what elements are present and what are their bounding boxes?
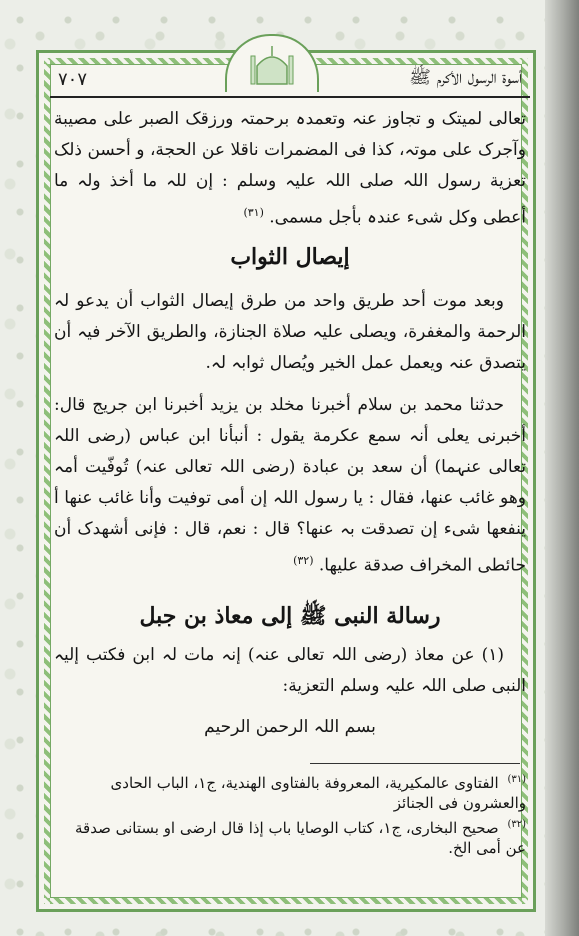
page-header bbox=[50, 66, 530, 92]
paragraph-4: (١) عن معاذ (رضی اللہ تعالی عنہ) إنہ مات لہ ابن فکتب إلیہ النبی صلی اللہ علیہ وسلم التعزیة: bbox=[54, 645, 526, 696]
footnote-ref-32: (٣٢) bbox=[293, 554, 314, 567]
paragraph-2: وبعد موت أحد طریق واحد من طرق إیصال الثواب أن یدعو لہ الرحمة والمغفرة، ویصلی علیہ صلاة الجنازة، والطریق الآخر فیہ أن یتصدق عنہ ویعمل عمل الخیر ویُصال ثوابہ لہ. bbox=[54, 291, 526, 373]
section-heading-letter: رسالة النبی ﷺ إلی معاذ بن جبل bbox=[139, 603, 441, 629]
footnote-31-number: (٣١) bbox=[507, 774, 526, 785]
footnote-ref-31: (٣١) bbox=[243, 206, 264, 219]
footnote-31-text: الفتاوی عالمکیریة، المعروفة بالفتاوی الھندیة، ج١، الباب الحادی والعشرون فی الجنائز bbox=[110, 774, 526, 812]
footnotes-block bbox=[54, 770, 526, 858]
footnote-32 bbox=[54, 815, 526, 858]
paragraph-3-text: حدثنا محمد بن سلام أخبرنا مخلد بن یزید أخبرنا ابن جریج قال: أخبرنی یعلی أنہ سمع عکرمة یقول : أنبأنا ابن عباس (رضی اللہ تعالی عنہما) أن سعد بن عبادة (رضی اللہ تعالی عنہ) تُوفّیت أمہ وھو غائب عنھا، فقال : یا رسول اللہ إن أمی توفیت وأنا غائب عنھا أ ینفعھا شیء إن تصدقت بہ عنھا؟ قال : نعم، قال : فإنی أشھدک أن حائطی المخراف صدقة علیھا. bbox=[54, 395, 526, 576]
header-divider bbox=[50, 96, 530, 98]
paragraph-1-text: تعالی لمیتک و تجاوز عنہ وتعمدہ برحمتہ ورزقک الصبر علی مصیبة وآجرک علی موتہ، کذا فی المضمرات ناقلا عن الحجة، و أحسن ذلک تعزیة رسول اللہ صلی اللہ علیہ وسلم : إن للہ ما أخذ ولہ ما أعطی وکل شیء عندہ بأجل مسمی. bbox=[54, 109, 526, 228]
page-number: ٧٠٧ bbox=[58, 68, 88, 90]
paragraph-3 bbox=[54, 390, 526, 576]
basmala-line: بسم اللہ الرحمن الرحیم bbox=[204, 717, 376, 737]
footnote-divider bbox=[310, 763, 520, 764]
footnote-32-text: صحیح البخاری، ج١، کتاب الوصایا باب إذا قال ارضی او بستانی صدقة عن أمی الخ. bbox=[75, 819, 526, 857]
book-spine-edge bbox=[545, 0, 579, 936]
section-heading-isal-thawab: إیصال الثواب bbox=[230, 244, 350, 270]
book-title: أسوۃ الرسول الأکرم ﷺ bbox=[409, 67, 522, 88]
footnote-31 bbox=[54, 770, 526, 813]
footnote-32-number: (٣٢) bbox=[507, 819, 526, 830]
paragraph-1 bbox=[54, 104, 526, 228]
